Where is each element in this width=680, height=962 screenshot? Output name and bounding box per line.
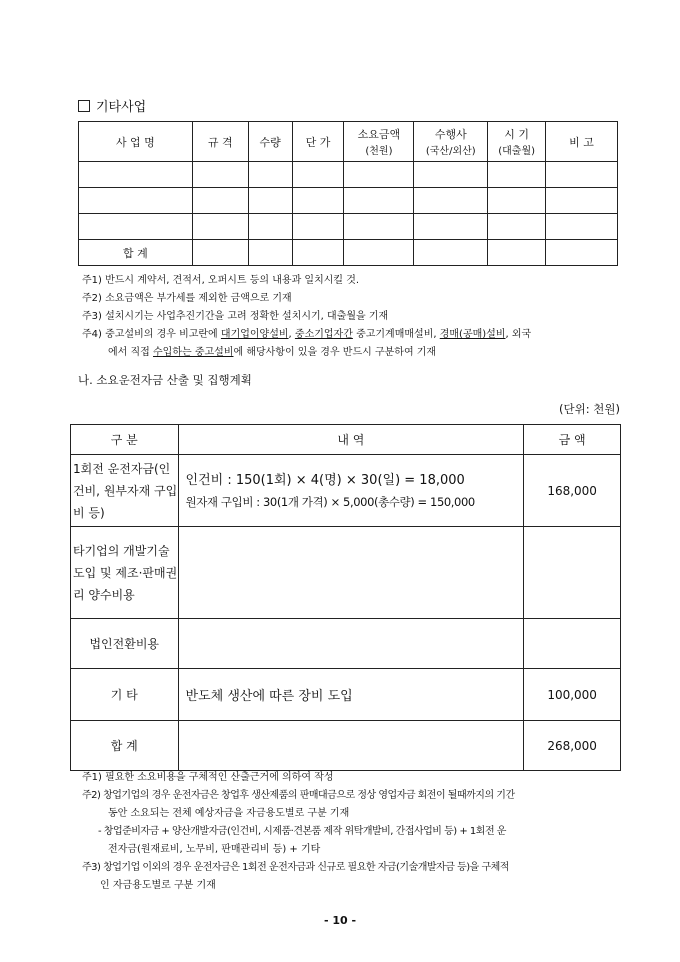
cell[interactable] xyxy=(414,214,488,240)
note-4-cont xyxy=(82,344,632,362)
note-4-part: 에 해당사항이 있을 경우 반드시 구분하여 기재 xyxy=(233,347,437,358)
cell[interactable] xyxy=(292,188,344,214)
cell[interactable] xyxy=(192,188,248,214)
cell[interactable] xyxy=(546,162,618,188)
table-header-row xyxy=(79,122,618,162)
row-detail-first-cycle xyxy=(178,455,524,527)
row-amount-other: 100,000 xyxy=(524,669,621,721)
note-2: 주2) 소요금액은 부가세를 제외한 금액으로 기재 xyxy=(82,293,292,304)
header-spec: 규 격 xyxy=(192,122,248,162)
row-amount-first-cycle: 168,000 xyxy=(524,455,621,527)
detail-line-2: 원자재 구입비 : 30(1개 가격) × 5,000(총수량) = 150,000 xyxy=(185,494,475,509)
cell[interactable] xyxy=(79,214,193,240)
cell[interactable] xyxy=(488,214,546,240)
cell[interactable] xyxy=(248,162,292,188)
header-vendor xyxy=(414,122,488,162)
other-business-table xyxy=(78,121,618,266)
header-amount-sub: (천원) xyxy=(365,146,393,157)
cell[interactable] xyxy=(414,188,488,214)
table-row xyxy=(71,669,621,721)
header-quantity: 수량 xyxy=(248,122,292,162)
note-4-underline: 경매(공매)설비 xyxy=(439,329,506,340)
note-4-underline: 수입하는 중고설비 xyxy=(153,347,234,358)
note-3-cont: 인 자금용도별로 구분 기재 xyxy=(100,880,216,891)
row-label-incorporation: 법인전환비용 xyxy=(71,619,179,669)
section-title-other-business xyxy=(78,96,146,115)
note-2: 주2) 창업기업의 경우 운전자금은 창업후 생산제품의 판매대금으로 정상 영업자금 회전이 될때까지의 기간 xyxy=(82,790,515,801)
cell[interactable] xyxy=(344,240,414,266)
table-row xyxy=(71,527,621,619)
header-remark: 비 고 xyxy=(546,122,618,162)
cell[interactable] xyxy=(524,527,621,619)
header-detail: 내 역 xyxy=(178,425,524,455)
note-2-sub-cont: 전자금(원재료비, 노무비, 판매관리비 등) + 기타 xyxy=(108,844,321,855)
cell[interactable] xyxy=(414,162,488,188)
cell[interactable] xyxy=(192,214,248,240)
note-4-part: 주4) 중고설비의 경우 비고란에 xyxy=(82,329,218,340)
total-label: 합 계 xyxy=(79,240,193,266)
note-2-sub: - 창업준비자금 + 양산개발자금(인건비, 시제품·견본품 제작 위탁개발비, 간접사업비 등) + 1회전 운 xyxy=(98,826,506,837)
cell[interactable] xyxy=(192,162,248,188)
cell[interactable] xyxy=(248,188,292,214)
header-amount xyxy=(344,122,414,162)
table-row xyxy=(79,188,618,214)
cell[interactable] xyxy=(546,214,618,240)
checkbox-square-icon xyxy=(78,100,90,112)
row-label-total: 합 계 xyxy=(71,721,179,771)
note-4 xyxy=(82,326,632,344)
note-4-part: , 외국 xyxy=(505,329,532,340)
header-business-name: 사 업 명 xyxy=(79,122,193,162)
row-detail-other: 반도체 생산에 따른 장비 도입 xyxy=(178,669,524,721)
notes-section2 xyxy=(82,769,642,895)
header-period xyxy=(488,122,546,162)
cell[interactable] xyxy=(524,619,621,669)
total-row xyxy=(71,721,621,771)
note-4-underline: 중소기업자간 xyxy=(294,329,353,340)
header-period-sub: (대출월) xyxy=(498,146,536,157)
row-label-first-cycle: 1회전 운전자금(인건비, 원부자재 구입비 등) xyxy=(71,455,179,527)
cell[interactable] xyxy=(344,162,414,188)
note-4-part: 중고기계매매설비, xyxy=(356,329,437,340)
total-row xyxy=(79,240,618,266)
header-unit-price: 단 가 xyxy=(292,122,344,162)
detail-line-1: 인건비 : 150(1회) × 4(명) × 30(일) = 18,000 xyxy=(185,472,465,488)
table-header-row xyxy=(71,425,621,455)
cell[interactable] xyxy=(192,240,248,266)
row-label-other: 기 타 xyxy=(71,669,179,721)
header-category: 구 분 xyxy=(71,425,179,455)
note-1: 주1) 필요한 소요비용을 구체적인 산출근거에 의하여 작성 xyxy=(82,772,334,783)
page-number: - 10 - xyxy=(323,914,357,927)
section1-title-text: 기타사업 xyxy=(96,100,147,115)
notes-section1 xyxy=(82,272,632,362)
cell[interactable] xyxy=(292,214,344,240)
cell[interactable] xyxy=(79,188,193,214)
note-4-part: , xyxy=(288,329,292,340)
cell[interactable] xyxy=(292,162,344,188)
note-4-underline: 대기업이양설비 xyxy=(220,329,289,340)
table-row xyxy=(71,619,621,669)
cell[interactable] xyxy=(248,214,292,240)
table-row xyxy=(71,455,621,527)
cell[interactable] xyxy=(488,240,546,266)
cell[interactable] xyxy=(546,188,618,214)
header-vendor-sub: (국산/외산) xyxy=(425,146,476,157)
table-row xyxy=(79,214,618,240)
header-amount-text: 소요금액 xyxy=(357,128,401,141)
cell[interactable] xyxy=(292,240,344,266)
section2-title: 나. 소요운전자금 산출 및 집행계획 xyxy=(78,373,252,387)
cell[interactable] xyxy=(248,240,292,266)
note-4-part: 에서 직접 xyxy=(108,347,150,358)
header-vendor-text: 수행사 xyxy=(434,128,467,141)
note-2-cont: 동안 소요되는 전체 예상자금을 자금용도별로 구분 기재 xyxy=(108,808,350,819)
cell[interactable] xyxy=(344,188,414,214)
note-3: 주3) 창업기업 이외의 경우 운전자금은 1회전 운전자금과 신규로 필요한 자금(기술개발자금 등)을 구체적 xyxy=(82,862,509,873)
note-1: 주1) 반드시 계약서, 견적서, 오퍼시트 등의 내용과 일치시킬 것. xyxy=(82,275,360,286)
cell[interactable] xyxy=(178,527,524,619)
note-3: 주3) 설치시기는 사업추진기간을 고려 정확한 설치시기, 대출월을 기재 xyxy=(82,311,389,322)
cell[interactable] xyxy=(488,188,546,214)
working-capital-table xyxy=(70,424,621,771)
cell[interactable] xyxy=(79,162,193,188)
cell[interactable] xyxy=(178,721,524,771)
unit-label: (단위: 천원) xyxy=(559,402,620,416)
row-amount-total: 268,000 xyxy=(524,721,621,771)
cell[interactable] xyxy=(488,162,546,188)
cell[interactable] xyxy=(344,214,414,240)
header-period-text: 시 기 xyxy=(504,128,530,141)
header-amount: 금 액 xyxy=(524,425,621,455)
table-row xyxy=(79,162,618,188)
row-label-tech-acquisition: 타기업의 개발기술도입 및 제조·판매권리 양수비용 xyxy=(71,527,179,619)
cell[interactable] xyxy=(178,619,524,669)
cell[interactable] xyxy=(546,240,618,266)
cell[interactable] xyxy=(414,240,488,266)
